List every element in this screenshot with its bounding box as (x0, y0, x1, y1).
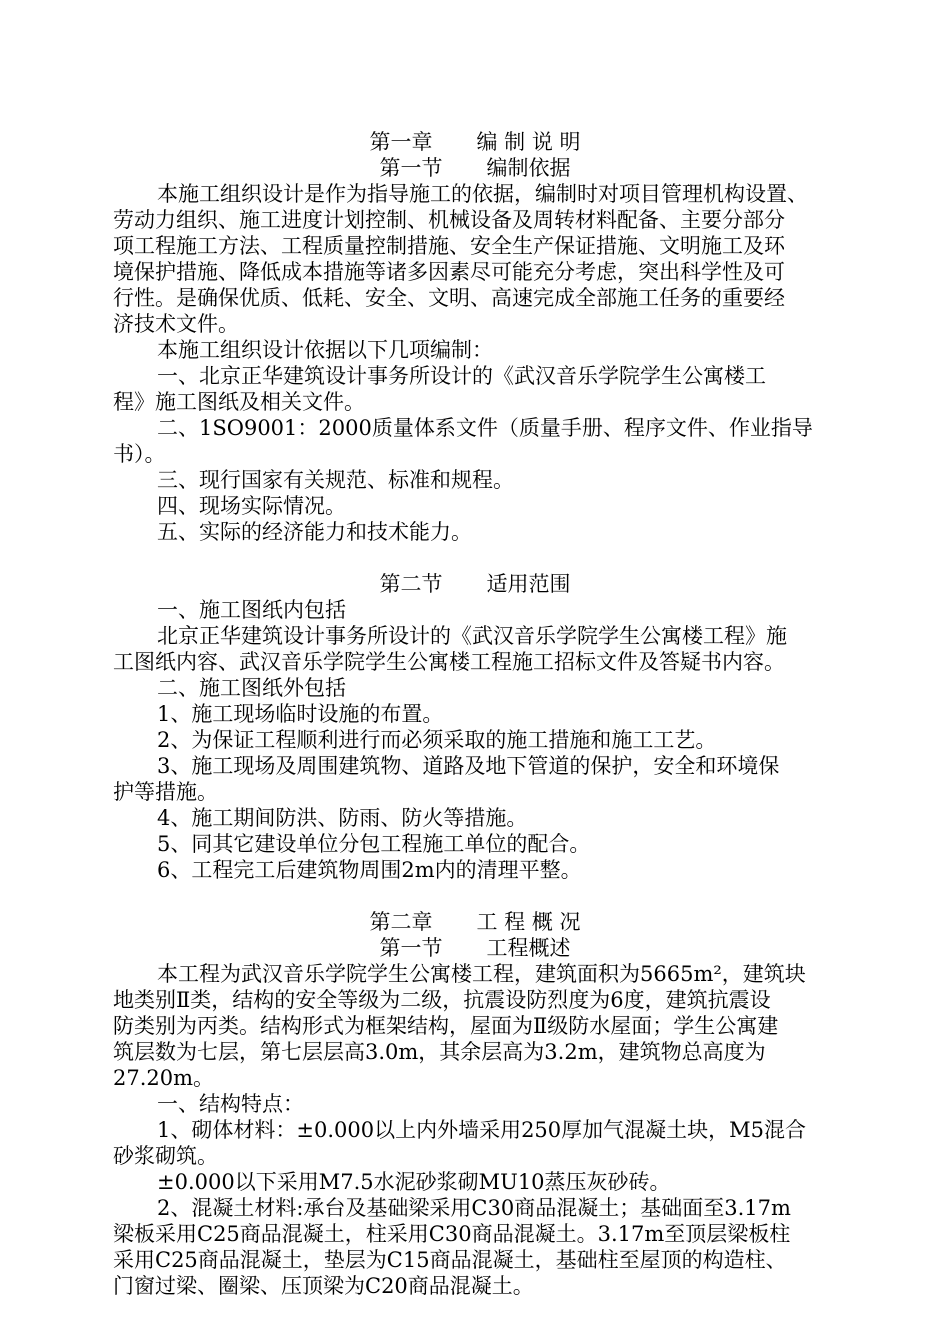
list-item: 四、现场实际情况。 (157, 494, 346, 518)
section-label: 第一节 (379, 156, 443, 180)
list-item-continuation: 护等措施。 (113, 780, 218, 804)
list-item: 五、实际的经济能力和技术能力。 (157, 520, 472, 544)
paragraph-line: 27.20m。 (113, 1066, 215, 1090)
paragraph-line: 本工程为武汉音乐学院学生公寓楼工程，建筑面积为5665m²，建筑块 (157, 962, 806, 986)
chapter-2-heading (0, 909, 950, 935)
paragraph-line: 本施工组织设计是作为指导施工的依据，编制时对项目管理机构设置、 (157, 182, 808, 206)
list-item-continuation: 梁板采用C25商品混凝土，柱采用C30商品混凝土。3.17m至顶层梁板柱 (113, 1222, 791, 1246)
chapter-1-heading (0, 129, 950, 155)
paragraph-line: 防类别为丙类。结构形式为框架结构，屋面为Ⅱ级防水屋面；学生公寓建 (113, 1014, 779, 1038)
list-item: 2、混凝土材料:承台及基础梁采用C30商品混凝土；基础面至3.17m (157, 1196, 791, 1220)
section-label: 第一节 (379, 936, 443, 960)
list-item-continuation: 书）。 (113, 442, 166, 466)
list-item: 1、砌体材料：±0.000以上内外墙采用250厚加气混凝土块，M5混合 (157, 1118, 807, 1142)
section-title: 编制依据 (486, 156, 571, 180)
list-item-continuation: 砂浆砌筑。 (113, 1144, 218, 1168)
section-title: 适用范围 (486, 572, 571, 596)
list-item: 一、施工图纸内包括 (157, 598, 346, 622)
list-item-continuation: 程》施工图纸及相关文件。 (113, 390, 365, 414)
paragraph-line: 本施工组织设计依据以下几项编制： (157, 338, 493, 362)
chapter-title: 编 制 说 明 (476, 130, 581, 154)
list-item: 1、施工现场临时设施的布置。 (157, 702, 444, 726)
list-item: 三、现行国家有关规范、标准和规程。 (157, 468, 514, 492)
paragraph-line: 项工程施工方法、工程质量控制措施、安全生产保证措施、文明施工及环 (113, 234, 785, 258)
section-1-1-heading (0, 155, 950, 181)
list-item-continuation: 门窗过梁、圈梁、压顶梁为C20商品混凝土。 (113, 1274, 534, 1298)
list-item: ±0.000以下采用M7.5水泥砂浆砌MU10蒸压灰砂砖。 (157, 1170, 671, 1194)
paragraph-line: 劳动力组织、施工进度计划控制、机械设备及周转材料配备、主要分部分 (113, 208, 785, 232)
list-item: 5、同其它建设单位分包工程施工单位的配合。 (157, 832, 591, 856)
paragraph-line: 工图纸内容、武汉音乐学院学生公寓楼工程施工招标文件及答疑书内容。 (113, 650, 785, 674)
section-label: 第二节 (379, 572, 443, 596)
section-2-1-heading (0, 935, 950, 961)
list-item: 二、施工图纸外包括 (157, 676, 346, 700)
list-item-continuation: 采用C25商品混凝土，垫层为C15商品混凝土，基础柱至屋顶的构造柱、 (113, 1248, 787, 1272)
paragraph-line: 行性。是确保优质、低耗、安全、文明、高速完成全部施工任务的重要经 (113, 286, 785, 310)
list-item: 6、工程完工后建筑物周围2m内的清理平整。 (157, 858, 582, 882)
paragraph-line: 地类别Ⅱ类，结构的安全等级为二级，抗震设防烈度为6度，建筑抗震设 (113, 988, 771, 1012)
chapter-label: 第二章 (369, 910, 433, 934)
paragraph-line: 北京正华建筑设计事务所设计的《武汉音乐学院学生公寓楼工程》施 (157, 624, 787, 648)
list-item: 2、为保证工程顺利进行而必须采取的施工措施和施工工艺。 (157, 728, 717, 752)
section-1-2-heading (0, 571, 950, 597)
chapter-title: 工 程 概 况 (476, 910, 581, 934)
paragraph-line: 筑层数为七层，第七层层高3.0m，其余层高为3.2m，建筑物总高度为 (113, 1040, 766, 1064)
list-item: 一、结构特点： (157, 1092, 304, 1116)
chapter-label: 第一章 (369, 130, 433, 154)
paragraph-line: 境保护措施、降低成本措施等诸多因素尽可能充分考虑，突出科学性及可 (113, 260, 785, 284)
paragraph-line: 济技术文件。 (113, 312, 239, 336)
list-item: 二、1SO9001：2000质量体系文件（质量手册、程序文件、作业指导 (157, 416, 813, 440)
list-item: 3、施工现场及周围建筑物、道路及地下管道的保护，安全和环境保 (157, 754, 780, 778)
list-item: 4、施工期间防洪、防雨、防火等措施。 (157, 806, 528, 830)
section-title: 工程概述 (486, 936, 571, 960)
list-item: 一、北京正华建筑设计事务所设计的《武汉音乐学院学生公寓楼工 (157, 364, 766, 388)
